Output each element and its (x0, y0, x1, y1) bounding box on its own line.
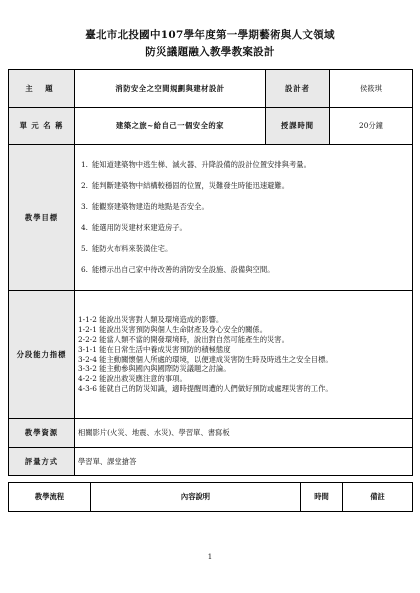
goal-item: 能知道建築物中逃生梯、滅火器、升降設備的設計位置安排與考量。 (92, 160, 311, 170)
flow-col-time: 時間 (301, 483, 343, 512)
topic-label: 主 題 (9, 70, 75, 108)
flow-col-notes: 備註 (343, 483, 413, 512)
goal-item: 能防火布料來裝潢住宅。 (92, 243, 173, 253)
assessment-value: 學習單、課堂搶答 (75, 448, 413, 476)
flow-col-process: 教學流程 (9, 483, 91, 512)
goal-item: 能觀察建築物建造的地點是否安全。 (92, 202, 209, 212)
designer-value: 侯筱琪 (330, 70, 413, 108)
assessment-row (9, 448, 413, 476)
time-label: 授課時間 (266, 108, 330, 145)
goal-item: 能選用防災建材來建造房子。 (92, 223, 187, 232)
ability-list (78, 315, 409, 394)
ability-item: 3-1-1 能在日常生活中養成災害預防的積極態度 (78, 344, 231, 354)
resources-value: 相關影片(火災、地震、水災)、學習單、書寫板 (75, 419, 413, 448)
ability-item: 3-2-4 能主動關懷個人所處的環境，以便達成災害防生時及時逃生之安全目標。 (78, 354, 333, 364)
ability-item: 1-2-1 能說出災害預防與個人生命財產及身心安全的關係。 (78, 324, 268, 334)
flow-col-content: 內容說明 (91, 483, 301, 512)
topic-row (9, 70, 413, 108)
document-title: 臺北市北投國中107學年度第一學期藝術與人文領域 (85, 29, 335, 41)
goal-item: 能判斷建築物中結構較穩固的位置，災難發生時能迅速避難。 (92, 181, 290, 191)
page-number: 1 (207, 553, 213, 561)
resources-row (9, 419, 413, 448)
designer-label: 設計者 (266, 70, 330, 108)
goal-item: 能標示出自己家中待改善的消防安全設施、設備與空間。 (92, 264, 275, 274)
unit-label: 單 元 名 稱 (9, 108, 75, 145)
ability-row (9, 291, 413, 419)
document-subtitle: 防災議題融入教學教案設計 (145, 46, 275, 58)
unit-value: 建築之旅~給自己一個安全的家 (75, 108, 266, 145)
assessment-label: 評量方式 (9, 448, 75, 476)
ability-item: 4-3-6 能就自己的防災知識，適時提醒周遭的人們做好預防或處理災害的工作。 (78, 384, 333, 394)
goals-label: 教學目標 (9, 145, 75, 291)
flow-header-row (9, 483, 413, 512)
ability-item: 1-1-2 能說出災害對人類及環境造成的影響。 (78, 315, 224, 325)
lesson-plan-table (8, 69, 413, 476)
ability-item: 3-3-2 能主動參與國內與國際防災議題之討論。 (78, 364, 231, 374)
time-value: 20分鐘 (330, 108, 413, 145)
resources-label: 教學資源 (9, 419, 75, 448)
ability-item: 4-2-2 能說出救災應注意的事項。 (78, 374, 187, 384)
goals-cell (75, 145, 413, 291)
ability-item: 2-2-2 能當人類不當的開發環境時，說出對自然可能產生的災害。 (78, 334, 289, 344)
topic-value: 消防安全之空間規劃與建材設計 (75, 70, 266, 108)
teaching-flow-table (8, 482, 413, 512)
unit-row (9, 108, 413, 145)
goals-row (9, 145, 413, 291)
ability-label: 分段能力指標 (9, 291, 75, 419)
ability-cell (75, 291, 413, 419)
goals-list (78, 160, 409, 274)
